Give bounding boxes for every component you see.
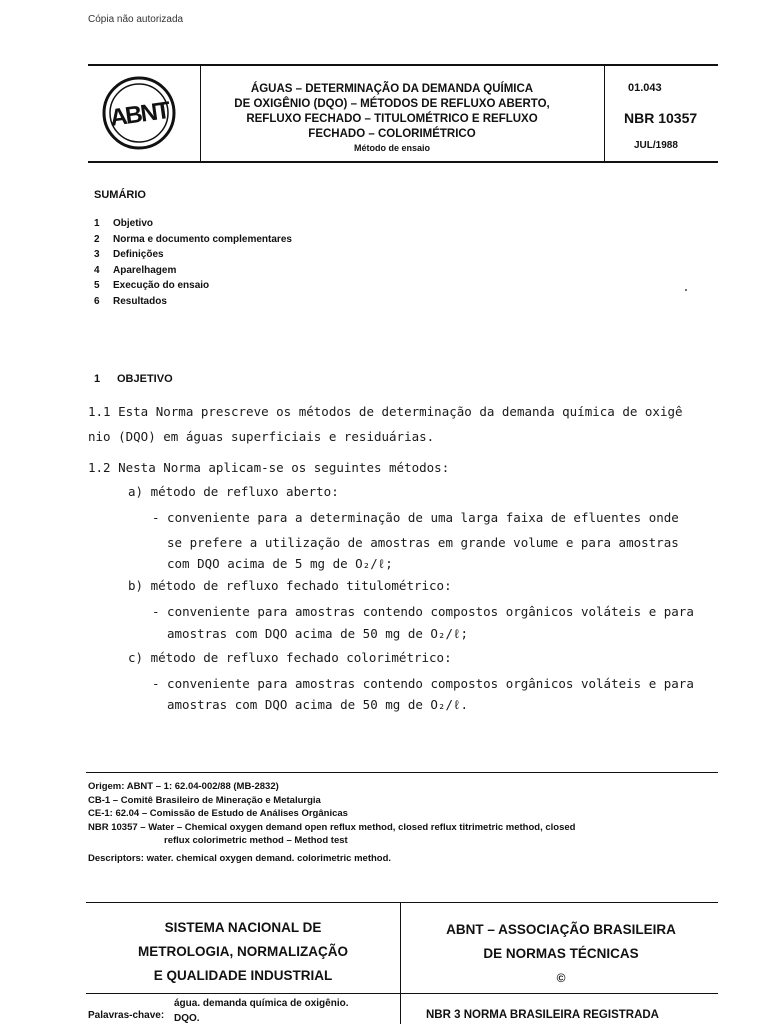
keywords: água. demanda química de oxigênio. DQO.: [174, 998, 349, 1024]
norm-date: JUL/1988: [634, 140, 678, 151]
method-item: c) método de refluxo fechado colorimétrico:: [128, 650, 452, 665]
paragraph-line: amostras com DQO acima de 50 mg de O₂/ℓ;: [167, 626, 469, 641]
title-line: REFLUXO FECHADO – TITULOMÉTRICO E REFLUXO: [246, 113, 538, 125]
method-item: a) método de refluxo aberto:: [128, 484, 339, 499]
document-subtitle: Método de ensaio: [353, 143, 430, 153]
summary-item: 3 Definições: [94, 249, 164, 261]
abnt-logo-icon: [102, 76, 176, 150]
summary-list: [94, 216, 292, 310]
origin-line: NBR 10357 – Water – Chemical oxygen demand open reflux method, closed reflux titrimetric method, closed: [88, 821, 576, 833]
copy-notice: Cópia não autorizada: [88, 14, 184, 25]
title-line: DE OXIGÊNIO (DQO) – MÉTODOS DE REFLUXO ABERTO,: [234, 98, 550, 110]
copyright-icon: ©: [556, 971, 566, 985]
summary-title: SUMÁRIO: [94, 189, 146, 201]
paragraph-line: com DQO acima de 5 mg de O₂/ℓ;: [167, 556, 393, 571]
abnt-block: ABNT – ASSOCIAÇÃO BRASILEIRA DE NORMAS TÉCNICAS ©: [404, 918, 718, 990]
keywords-label: Palavras-chave:: [88, 1010, 165, 1021]
footer-divider: [400, 903, 401, 1024]
summary-item: 6 Resultados: [94, 295, 167, 307]
paragraph-line: se prefere a utilização de amostras em grande volume e para amostras: [167, 535, 679, 550]
method-item: b) método de refluxo fechado titulométrico:: [128, 578, 452, 593]
paragraph-line: nio (DQO) em águas superficiais e residuárias.: [88, 429, 435, 444]
paragraph-line: 1.1 Esta Norma prescreve os métodos de determinação da demanda química de oxigê: [88, 404, 683, 419]
origin-block: [88, 780, 575, 865]
paragraph-line: - conveniente para a determinação de uma larga faixa de efluentes onde: [152, 510, 679, 525]
origin-line: CB-1 – Comitê Brasileiro de Mineração e Metalurgia: [88, 794, 321, 806]
summary-item: 5 Execução do ensaio: [94, 280, 210, 292]
origin-line: Origem: ABNT – 1: 62.04-002/88 (MB-2832): [88, 781, 279, 792]
paragraph-line: amostras com DQO acima de 50 mg de O₂/ℓ.: [167, 697, 469, 712]
title-line: FECHADO – COLORIMÉTRICO: [308, 128, 476, 140]
registered-norm: NBR 3 NORMA BRASILEIRA REGISTRADA: [426, 1009, 659, 1021]
paragraph-line: - conveniente para amostras contendo compostos orgânicos voláteis e para: [152, 604, 694, 619]
summary-item: 4 Aparelhagem: [94, 264, 177, 276]
title-line: ÁGUAS – DETERMINAÇÃO DA DEMANDA QUÍMICA: [250, 83, 534, 95]
section-heading: 1 OBJETIVO: [94, 373, 173, 385]
sinmetro-block: SISTEMA NACIONAL DE METROLOGIA, NORMALIZAÇÃO E QUALIDADE INDUSTRIAL: [138, 920, 348, 983]
scan-speck: [685, 289, 687, 291]
classification-code: 01.043: [628, 82, 662, 94]
descriptors-line: Descriptors: water. chemical oxygen demand. colorimetric method.: [88, 852, 392, 864]
origin-line: CE-1: 62.04 – Comissão de Estudo de Análises Orgânicas: [88, 808, 348, 819]
origin-line: reflux colorimetric method – Method test: [164, 835, 348, 846]
svg-text:ABNT: ABNT: [108, 97, 171, 132]
divider: [86, 772, 718, 773]
paragraph-line: - conveniente para amostras contendo compostos orgânicos voláteis e para: [152, 676, 694, 691]
norm-number: NBR 10357: [624, 110, 698, 126]
document-codes: [604, 66, 718, 161]
divider: [86, 902, 718, 903]
document-title: [200, 82, 584, 154]
divider: [86, 993, 718, 994]
paragraph-line: 1.2 Nesta Norma aplicam-se os seguintes métodos:: [88, 460, 450, 475]
summary-item: 1 Objetivo: [94, 218, 154, 229]
summary-item: 2 Norma e documento complementares: [94, 233, 292, 245]
document-header: [88, 64, 718, 163]
